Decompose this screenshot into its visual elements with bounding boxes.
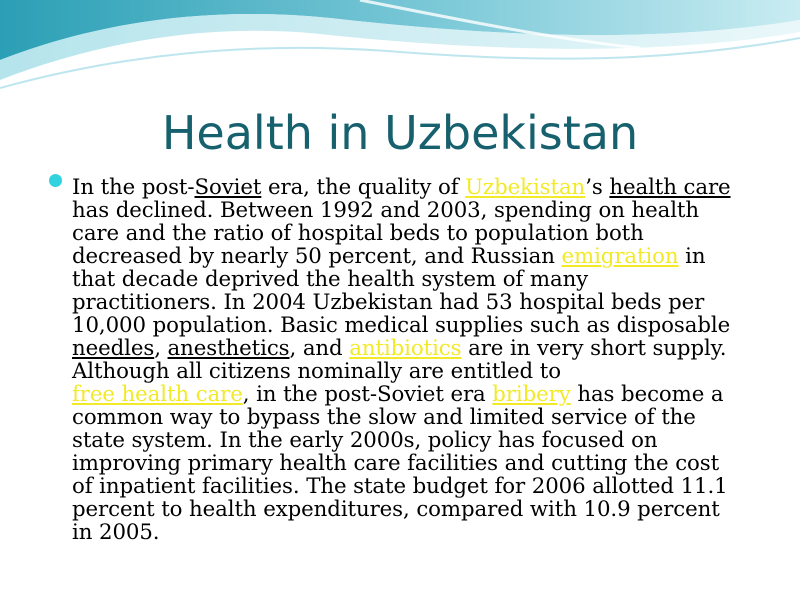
text-line: care and the ratio of hospital beds to population both (72, 221, 644, 246)
link-anesthetics[interactable]: anesthetics (167, 336, 290, 361)
link-free-health-care[interactable]: free health care (72, 382, 243, 407)
link-uzbekistan[interactable]: Uzbekistan (465, 175, 586, 200)
link-antibiotics[interactable]: antibiotics (349, 336, 462, 361)
body-paragraph (72, 176, 762, 544)
text-line: needles, anesthetics, and antibiotics are in very short supply. (72, 336, 727, 361)
text-line: common way to bypass the slow and limited service of the (72, 405, 696, 430)
decorative-wave-header (0, 0, 800, 110)
text-line: improving primary health care facilities and cutting the cost (72, 451, 720, 476)
text-line: Although all citizens nominally are entitled to (72, 359, 561, 384)
text-line: practitioners. In 2004 Uzbekistan had 53 hospital beds per (72, 290, 705, 315)
text-line: percent to health expenditures, compared with 10.9 percent (72, 497, 720, 522)
text-line: in 2005. (72, 520, 160, 545)
text-line: of inpatient facilities. The state budget for 2006 allotted 11.1 (72, 474, 728, 499)
text-line: state system. In the early 2000s, policy has focused on (72, 428, 658, 453)
text-line: that decade deprived the health system of many (72, 267, 589, 292)
text-line: decreased by nearly 50 percent, and Russian emigration in (72, 244, 706, 269)
text-line: free health care, in the post-Soviet era bribery has become a (72, 382, 724, 407)
link-needles[interactable]: needles (72, 336, 155, 361)
link-health-care[interactable]: health care (609, 175, 731, 200)
text-line: In the post-Soviet era, the quality of Uzbekistan’s health care (72, 175, 731, 200)
link-bribery[interactable]: bribery (492, 382, 571, 407)
bullet-icon (49, 174, 62, 187)
text-line: has declined. Between 1992 and 2003, spending on health (72, 198, 700, 223)
link-soviet[interactable]: Soviet (194, 175, 262, 200)
text-line: 10,000 population. Basic medical supplies such as disposable (72, 313, 731, 338)
slide-title: Health in Uzbekistan (161, 106, 639, 160)
link-emigration[interactable]: emigration (561, 244, 679, 269)
